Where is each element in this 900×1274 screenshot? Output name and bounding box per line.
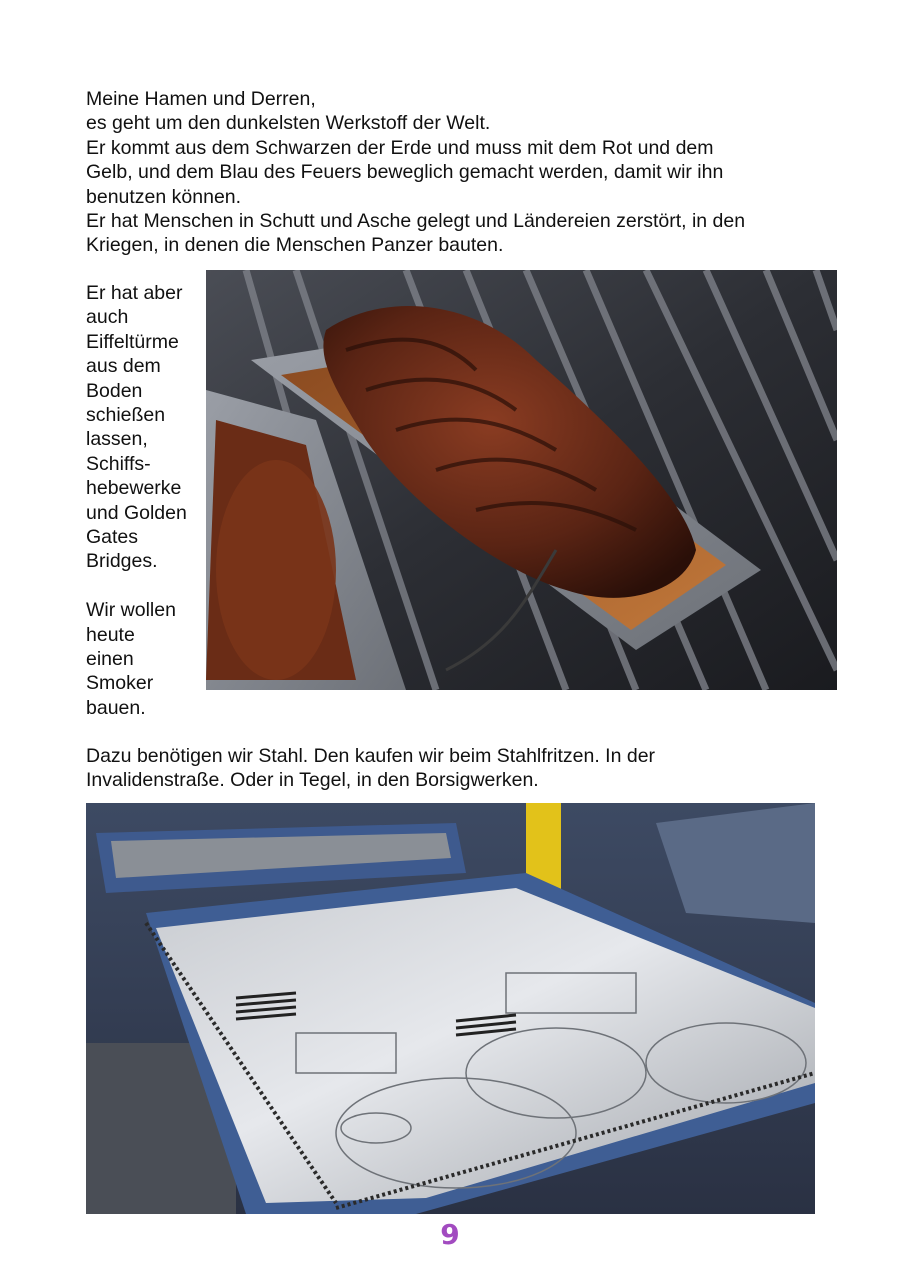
text-line: Kriegen, in denen die Menschen Panzer bauten.: [86, 234, 504, 257]
text-line: bauen.: [86, 696, 146, 719]
laser-cut-steel-sheet-photo: [86, 803, 815, 1214]
text-line: Wir wollen: [86, 599, 176, 622]
text-line: Er hat Menschen in Schutt und Asche gelegt und Ländereien zerstört, in den: [86, 210, 746, 233]
text-line: Boden: [86, 379, 143, 402]
text-line: benutzen können.: [86, 185, 242, 208]
text-line: einen: [86, 648, 134, 671]
text-line: und Golden: [86, 501, 187, 524]
dazu-paragraph: [86, 744, 816, 793]
side-paragraph: [86, 281, 198, 720]
text-line: hebewerke: [86, 477, 182, 500]
text-line: aus dem: [86, 355, 161, 378]
text-line: Schiffs-: [86, 452, 151, 475]
smoked-meat-on-grill-photo: [206, 270, 837, 690]
text-line: Er hat aber: [86, 282, 183, 304]
text-line: es geht um den dunkelsten Werkstoff der Welt.: [86, 112, 491, 135]
text-line: Smoker: [86, 672, 154, 695]
text-line: Er kommt aus dem Schwarzen der Erde und muss mit dem Rot und dem: [86, 136, 714, 159]
text-line: Bridges.: [86, 550, 158, 573]
paragraph-gap: [86, 574, 198, 598]
text-line: Meine Hamen und Derren,: [86, 88, 316, 110]
text-line: auch: [86, 306, 129, 329]
text-line: Dazu benötigen wir Stahl. Den kaufen wir beim Stahlfritzen. In der: [86, 745, 656, 767]
text-line: schießen: [86, 404, 166, 427]
text-line: heute: [86, 623, 135, 646]
text-line: Eiffeltürme: [86, 330, 179, 353]
page-number: 9: [440, 1218, 460, 1251]
text-line: Gates: [86, 526, 139, 549]
text-line: Invalidenstraße. Oder in Tegel, in den Borsigwerken.: [86, 769, 539, 792]
text-line: Gelb, und dem Blau des Feuers beweglich gemacht werden, damit wir ihn: [86, 161, 724, 184]
intro-paragraph: [86, 87, 816, 258]
text-line: lassen,: [86, 428, 148, 451]
